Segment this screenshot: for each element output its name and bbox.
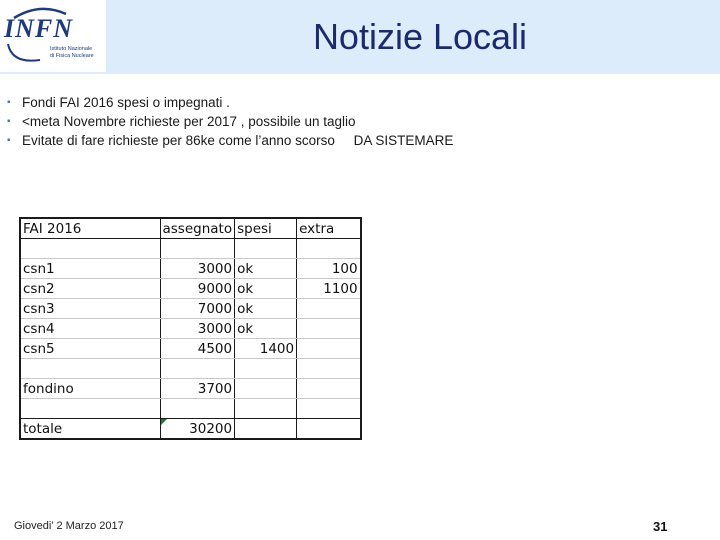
table-row — [20, 359, 361, 379]
table-cell — [297, 359, 361, 379]
total-value-cell — [160, 419, 235, 440]
table-cell — [297, 419, 361, 440]
table-row — [20, 239, 361, 259]
table-cell — [160, 239, 235, 259]
table-cell — [235, 399, 297, 419]
table-cell — [20, 399, 160, 419]
table-row — [20, 379, 361, 399]
table-cell — [297, 339, 361, 359]
footer-date: Giovedi' 2 Marzo 2017 — [14, 520, 124, 532]
total-value: 30200 — [189, 420, 233, 437]
table-cell: ok — [235, 319, 297, 339]
table-cell: totale — [20, 419, 160, 440]
bullet-text: <meta Novembre richieste per 2017 , possibile un taglio — [22, 114, 356, 129]
table-cell: fondino — [20, 379, 160, 399]
table-cell — [297, 299, 361, 319]
table-cell: ok — [235, 279, 297, 299]
table-cell: csn3 — [20, 299, 160, 319]
slide-header — [0, 0, 720, 74]
table-cell — [297, 239, 361, 259]
table-cell — [160, 399, 235, 419]
table-cell — [235, 239, 297, 259]
bullet-marker-icon: ▪ — [7, 116, 11, 127]
table-cell: csn4 — [20, 319, 160, 339]
table-cell: ok — [235, 259, 297, 279]
table-row — [20, 279, 361, 299]
slide-title: Notizie Locali — [312, 16, 528, 57]
logo-subtitle — [50, 46, 106, 60]
table-cell — [297, 399, 361, 419]
table-row — [20, 319, 361, 339]
table-cell: 1100 — [297, 279, 361, 299]
bullet-list — [6, 93, 453, 150]
header-cell: spesi — [235, 218, 297, 239]
table-cell: 100 — [297, 259, 361, 279]
bullet-item — [6, 131, 453, 150]
header-cell: extra — [297, 218, 361, 239]
table-cell: 4500 — [160, 339, 235, 359]
table-row — [20, 399, 361, 419]
logo-subtitle-line2: di Fisica Nucleare — [50, 53, 94, 59]
table-cell — [297, 379, 361, 399]
table-cell — [20, 359, 160, 379]
bullet-item — [6, 93, 453, 112]
table-cell — [160, 359, 235, 379]
header-cell: FAI 2016 — [20, 218, 160, 239]
table-total-row — [20, 419, 361, 440]
table-cell: ok — [235, 299, 297, 319]
budget-table — [19, 217, 362, 440]
table-cell: csn1 — [20, 259, 160, 279]
bullet-marker-icon: ▪ — [7, 135, 11, 146]
bullet-text: Evitate di fare richieste per 86ke come l’anno scorso DA SISTEMARE — [22, 133, 454, 148]
table-cell: 3700 — [160, 379, 235, 399]
table-cell: 7000 — [160, 299, 235, 319]
table-cell: csn2 — [20, 279, 160, 299]
table-row — [20, 299, 361, 319]
bullet-item — [6, 112, 453, 131]
table-cell — [235, 379, 297, 399]
logo-wordmark: INFN — [4, 14, 74, 43]
table-cell: 3000 — [160, 259, 235, 279]
table-cell — [297, 319, 361, 339]
table-row — [20, 339, 361, 359]
infn-logo — [0, 0, 106, 72]
page-number: 31 — [653, 519, 668, 534]
table-cell: csn5 — [20, 339, 160, 359]
header-cell: assegnato — [160, 218, 235, 239]
table-cell: 3000 — [160, 319, 235, 339]
table-row — [20, 259, 361, 279]
table-cell — [235, 419, 297, 440]
table-header-row — [20, 218, 361, 239]
table-cell: 1400 — [235, 339, 297, 359]
logo-subtitle-line1: Istituto Nazionale — [50, 46, 93, 52]
table-cell — [20, 239, 160, 259]
bullet-text: Fondi FAI 2016 spesi o impegnati . — [22, 95, 230, 110]
table-cell: 9000 — [160, 279, 235, 299]
bullet-marker-icon: ▪ — [7, 97, 11, 108]
table-cell — [235, 359, 297, 379]
formula-marker-icon — [161, 419, 167, 425]
